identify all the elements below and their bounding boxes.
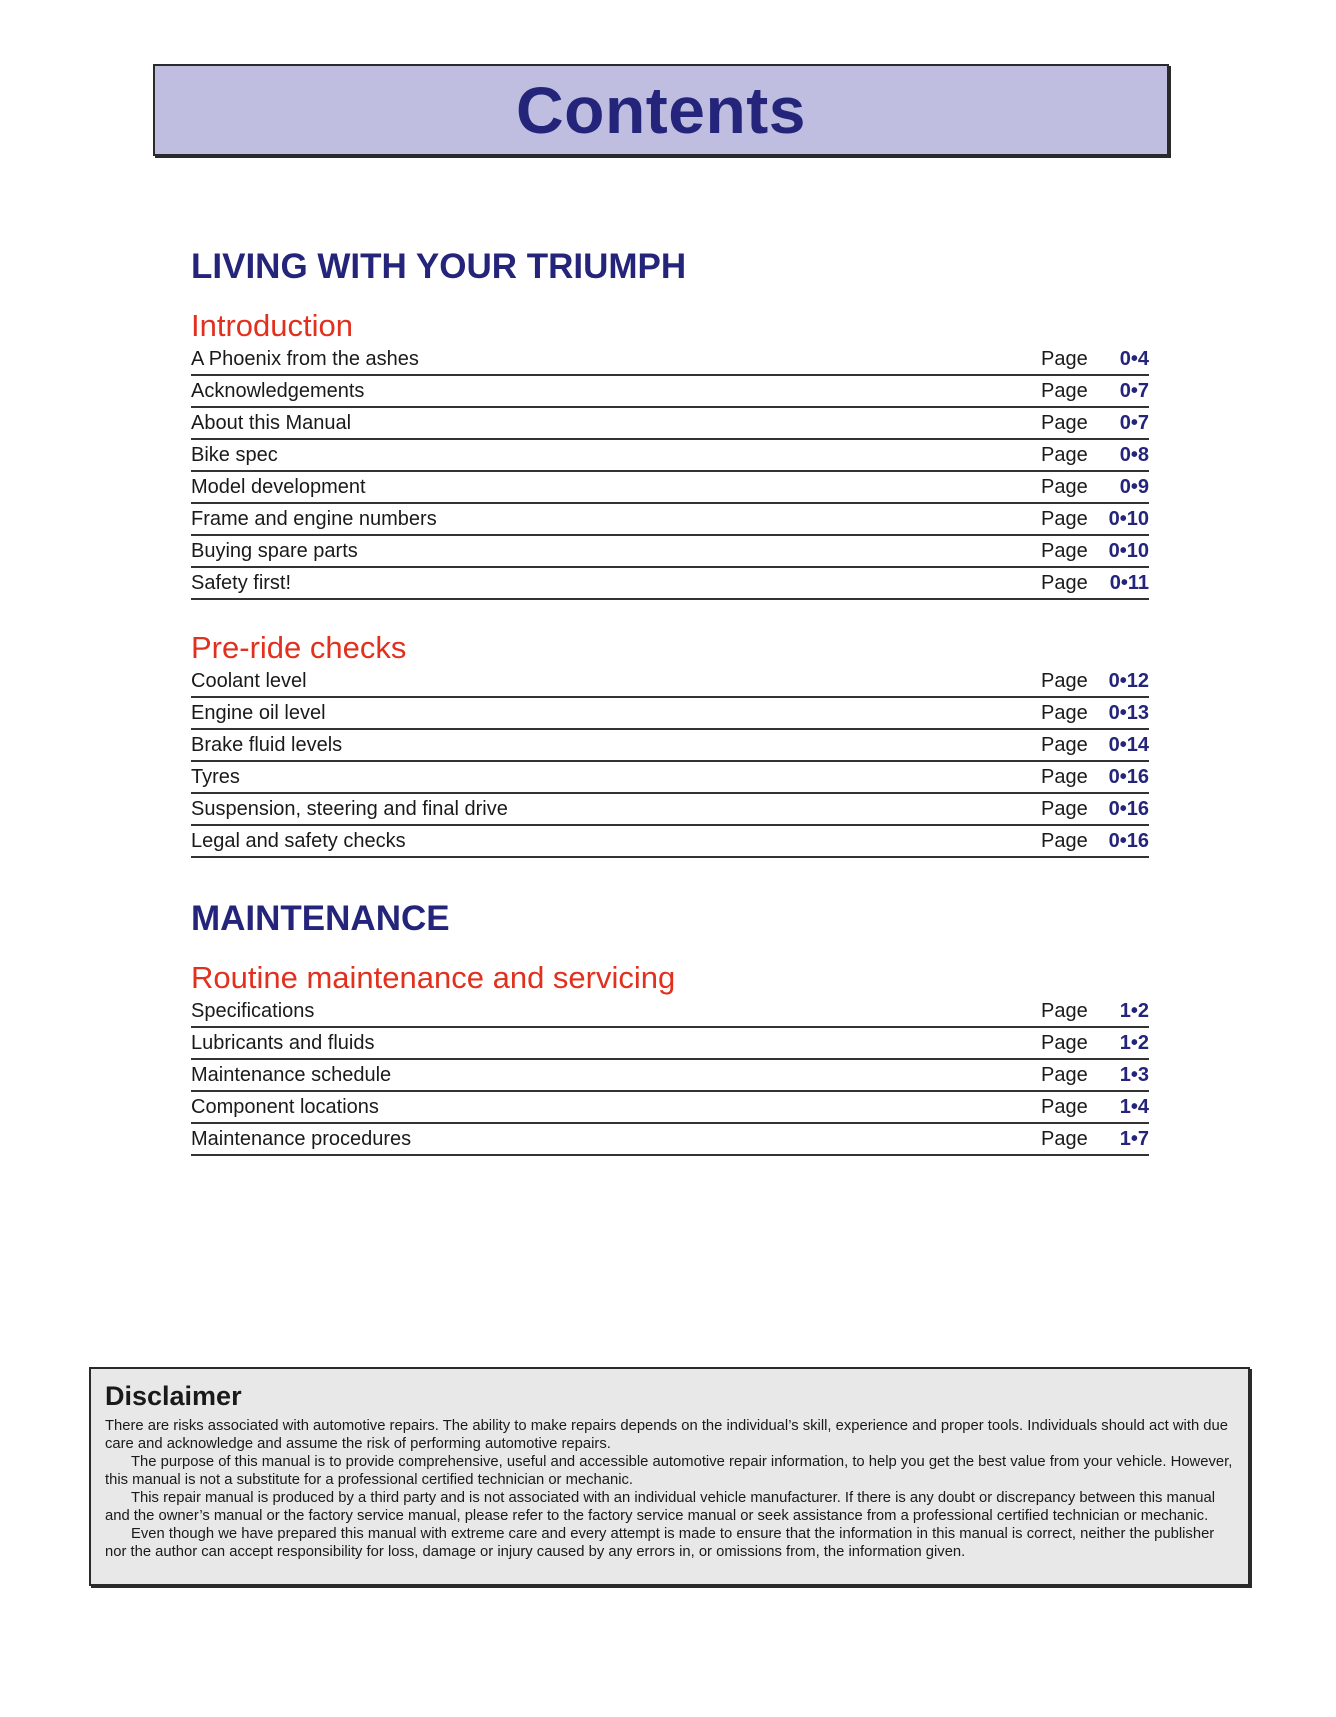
toc-entry[interactable] (191, 1092, 1149, 1124)
section-title-pre-ride-checks: Pre-ride checks (191, 630, 407, 665)
toc-entry[interactable] (191, 794, 1149, 826)
toc-page-number: 1•4 (1119, 1095, 1149, 1118)
toc-entry[interactable] (191, 344, 1149, 376)
toc-page-number: 0•16 (1108, 829, 1149, 852)
toc-page-word: Page (1041, 571, 1088, 594)
toc-page-word: Page (1041, 765, 1088, 788)
toc-page-number: 0•10 (1108, 539, 1149, 562)
toc-entry[interactable] (191, 568, 1149, 600)
toc-entry[interactable] (191, 376, 1149, 408)
toc-entry[interactable] (191, 536, 1149, 568)
toc-entry[interactable] (191, 408, 1149, 440)
disclaimer-paragraph: This repair manual is produced by a third party and is not associated with an individual vehicle manufacturer. If there is any doubt or discrepancy between this manual and the owner’s manual or the factory service manual, please refer to the factory service manual or seek assistance from a professional certified technician or mechanic. (105, 1490, 1216, 1524)
section-title-introduction: Introduction (191, 308, 353, 343)
toc-entry-label: Lubricants and fluids (191, 1031, 375, 1054)
toc-page-word: Page (1041, 733, 1088, 756)
toc-entry[interactable] (191, 698, 1149, 730)
toc-page-word: Page (1041, 669, 1088, 692)
disclaimer-box (89, 1367, 1250, 1586)
toc-page-word: Page (1041, 475, 1088, 498)
toc-entry-label: Legal and safety checks (191, 829, 406, 852)
disclaimer-paragraph: There are risks associated with automotive repairs. The ability to make repairs depends on the individual’s skill, experience and proper tools. Individuals should act with due care and acknowledge and assume the risk of performing automotive repairs. (105, 1418, 1228, 1452)
toc-page-word: Page (1041, 1063, 1088, 1086)
toc-page-number: 1•2 (1119, 1031, 1149, 1054)
toc-list-introduction (191, 344, 1149, 600)
toc-page-number: 0•7 (1119, 379, 1149, 402)
toc-page-number: 0•7 (1119, 411, 1149, 434)
toc-list-pre-ride-checks (191, 666, 1149, 858)
toc-entry-label: About this Manual (191, 411, 352, 434)
toc-page-word: Page (1041, 999, 1088, 1022)
toc-entry-label: Brake fluid levels (191, 733, 343, 756)
toc-entry-label: Maintenance schedule (191, 1063, 392, 1086)
toc-entry-label: Specifications (191, 999, 315, 1022)
part-title-living: LIVING WITH YOUR TRIUMPH (191, 247, 687, 286)
toc-page-number: 0•10 (1108, 507, 1149, 530)
disclaimer-title: Disclaimer (105, 1381, 242, 1411)
toc-entry[interactable] (191, 504, 1149, 536)
toc-page-word: Page (1041, 507, 1088, 530)
toc-page-word: Page (1041, 411, 1088, 434)
toc-entry-label: Frame and engine numbers (191, 507, 437, 530)
toc-entry[interactable] (191, 762, 1149, 794)
toc-entry-label: Component locations (191, 1095, 379, 1118)
toc-entry-label: A Phoenix from the ashes (191, 347, 419, 370)
toc-entry-label: Acknowledgements (191, 379, 365, 402)
page-title: Contents (516, 73, 806, 147)
part-title-maintenance: MAINTENANCE (191, 899, 450, 938)
toc-page-number: 0•4 (1119, 347, 1149, 370)
toc-entry[interactable] (191, 1124, 1149, 1156)
toc-entry[interactable] (191, 826, 1149, 858)
toc-entry-label: Engine oil level (191, 701, 326, 724)
toc-page-number: 0•16 (1108, 765, 1149, 788)
toc-list-routine-maintenance (191, 996, 1149, 1156)
toc-page-number: 0•13 (1108, 701, 1149, 724)
section-title-routine-maintenance: Routine maintenance and servicing (191, 960, 676, 995)
toc-page-number: 0•14 (1108, 733, 1149, 756)
toc-entry-label: Coolant level (191, 669, 307, 692)
toc-page-word: Page (1041, 347, 1088, 370)
toc-entry[interactable] (191, 1060, 1149, 1092)
toc-entry-label: Safety first! (191, 571, 292, 594)
table-of-contents (191, 246, 1149, 1156)
toc-entry-label: Maintenance procedures (191, 1127, 412, 1150)
toc-entry[interactable] (191, 996, 1149, 1028)
toc-page-number: 0•8 (1119, 443, 1149, 466)
disclaimer-paragraph: Even though we have prepared this manual with extreme care and every attempt is made to ensure that the information in this manual is correct, neither the publisher nor the author can accept responsibility for loss, damage or injury caused by any errors in, or omissions from, the information given. (105, 1526, 1215, 1560)
toc-entry-label: Bike spec (191, 443, 278, 466)
toc-page-number: 1•3 (1119, 1063, 1149, 1086)
toc-page-word: Page (1041, 539, 1088, 562)
toc-page-number: 1•7 (1119, 1127, 1149, 1150)
toc-page-word: Page (1041, 379, 1088, 402)
toc-entry-label: Suspension, steering and final drive (191, 797, 508, 820)
toc-page-number: 0•16 (1108, 797, 1149, 820)
toc-entry[interactable] (191, 1028, 1149, 1060)
toc-entry[interactable] (191, 440, 1149, 472)
toc-page-number: 0•12 (1108, 669, 1149, 692)
toc-page-word: Page (1041, 1127, 1088, 1150)
toc-page-word: Page (1041, 829, 1088, 852)
toc-page-word: Page (1041, 797, 1088, 820)
toc-page-number: 0•11 (1109, 571, 1149, 594)
toc-entry-label: Buying spare parts (191, 539, 358, 562)
toc-entry[interactable] (191, 472, 1149, 504)
toc-page-word: Page (1041, 701, 1088, 724)
toc-entry-label: Tyres (191, 765, 240, 788)
toc-page-number: 0•9 (1119, 475, 1149, 498)
toc-page-number: 1•2 (1119, 999, 1149, 1022)
toc-page-word: Page (1041, 443, 1088, 466)
contents-title-box (153, 64, 1169, 156)
toc-entry-label: Model development (191, 475, 366, 498)
toc-page-word: Page (1041, 1095, 1088, 1118)
disclaimer-paragraph: The purpose of this manual is to provide comprehensive, useful and accessible automotive repair information, to help you get the best value from your vehicle. However, this manual is not a substitute for a professional certified technician or mechanic. (105, 1454, 1233, 1488)
toc-entry[interactable] (191, 666, 1149, 698)
toc-entry[interactable] (191, 730, 1149, 762)
toc-page-word: Page (1041, 1031, 1088, 1054)
